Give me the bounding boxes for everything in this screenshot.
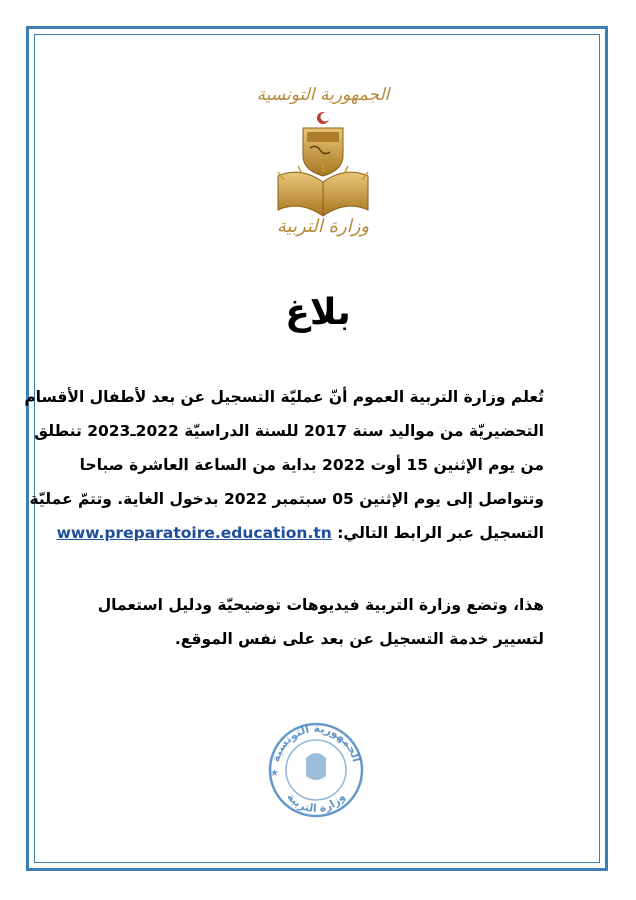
paragraph-1	[24, 380, 544, 550]
paragraph-1-line: وتتواصل إلى يوم الإثنين 05 سبتمبر 2022 بدخول الغاية. وتتمّ عمليّة	[29, 490, 544, 508]
link-intro-text: التسجيل عبر الرابط التالي:	[337, 524, 544, 542]
svg-text:★: ★	[270, 768, 279, 779]
paragraph-2-line: هذا، وتضع وزارة التربية فيديوهات توضيحيّة ودليل استعمال	[97, 596, 544, 614]
paragraph-1-line: من يوم الإثنين 15 أوت 2022 بداية من الساعة العاشرة صباحا	[79, 456, 544, 474]
paragraph-1-line: تُعلم وزارة التربية العموم أنّ عمليّة التسجيل عن بعد لأطفال الأقسام	[24, 388, 544, 406]
ministry-text: وزارة التربية	[276, 216, 370, 237]
official-stamp	[262, 718, 370, 822]
registration-link[interactable]: www.preparatoire.education.tn	[56, 524, 332, 542]
stamp-bottom-text: وزارة التربية	[284, 790, 348, 816]
stamp-emblem-icon	[306, 753, 326, 780]
ministry-logo	[258, 76, 388, 236]
republic-text: الجمهورية التونسية	[256, 85, 390, 105]
paragraph-1-last-line	[56, 516, 544, 550]
paragraph-2	[84, 588, 544, 656]
paragraph-1-line: التحضيريّة من مواليد سنة 2017 للسنة الدراسيّة 2022ـ2023 تنطلق	[34, 422, 544, 440]
document-title: بلاغ	[285, 292, 351, 333]
stamp-top-text: الجمهورية التونسية	[268, 721, 364, 764]
paragraph-2-line: لتسيير خدمة التسجيل عن بعد على نفس الموقع.	[174, 630, 544, 648]
